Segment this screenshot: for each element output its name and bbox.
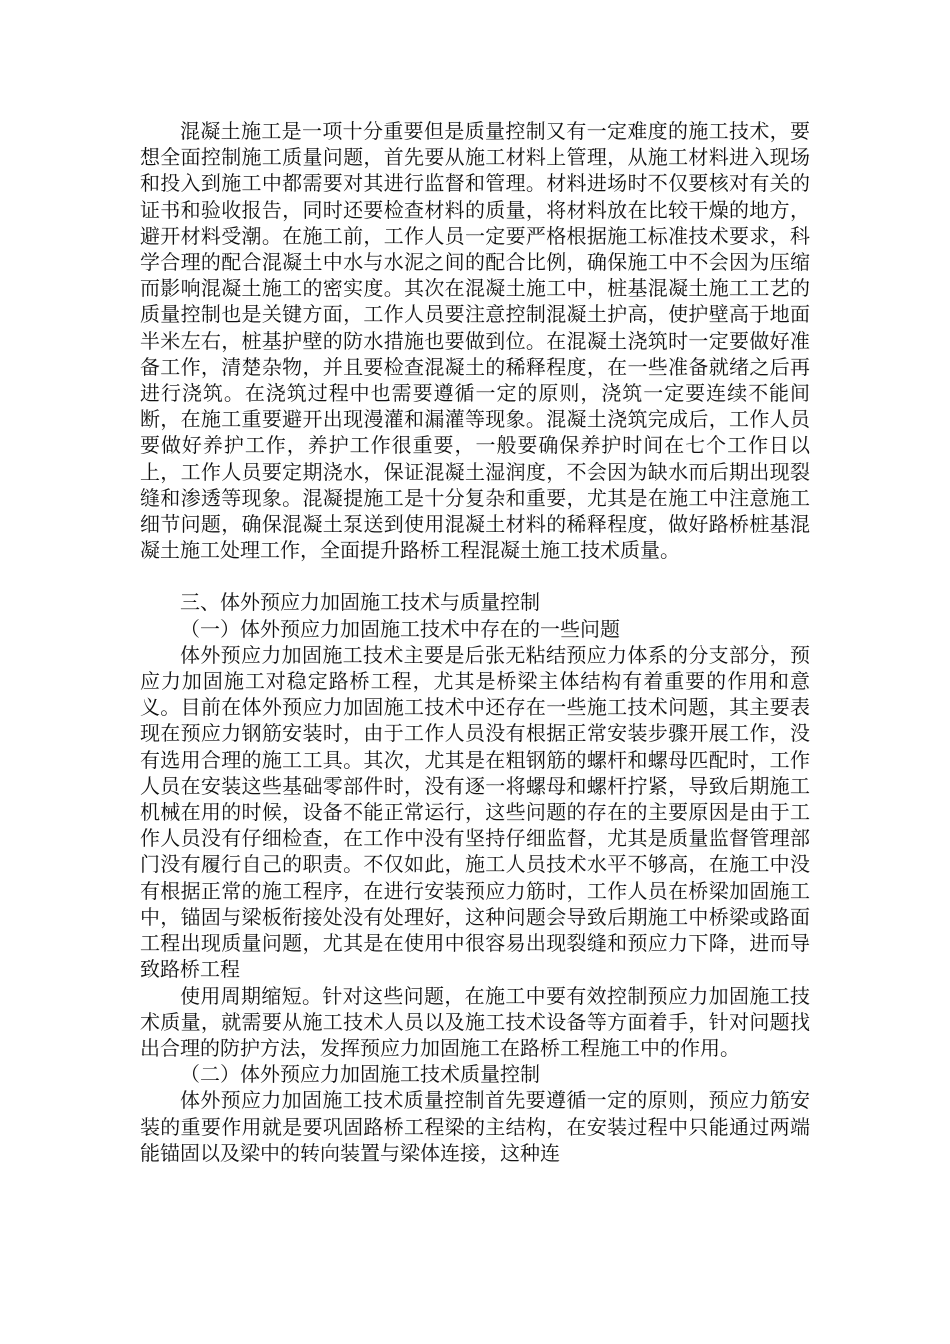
subsection-heading-2: （二）体外预应力加固施工技术质量控制 (180, 1062, 540, 1087)
paragraph-quality-control: 体外预应力加固施工技术质量控制首先要遵循一定的原则，预应力筋安装的重要作用就是要巩固路桥工程梁的主结构，在安装过程中只能通过两端能锚固以及梁中的转向装置与梁体连接，这种连 (140, 1088, 810, 1165)
subsection-heading-1: （一）体外预应力加固施工技术中存在的一些问题 (180, 616, 620, 641)
section-heading-3: 三、体外预应力加固施工技术与质量控制 (180, 590, 540, 615)
paragraph-concrete-quality: 混凝土施工是一项十分重要但是质量控制又有一定难度的施工技术，要想全面控制施工质量问题，首先要从施工材料上管理，从施工材料进入现场和投入到施工中都需要对其进行监督和管理。材料进场时不仅要核对有关的证书和验收报告，同时还要检查材料的质量，将材料放在比较干燥的地方，避开材料受潮。在施工前，工作人员一定要严格根据施工标准技术要求，科学合理的配合混凝土中水与水泥之间的配合比例，确保施工中不会因为压缩而影响混凝土施工的密实度。其次在混凝土施工中，桩基混凝土施工工艺的质量控制也是关键方面，工作人员要注意控制混凝土护高，使护壁高于地面半米左右，桩基护壁的防水措施也要做到位。在混凝土浇筑时一定要做好准备工作，清楚杂物，并且要检查混凝土的稀释程度，在一些准备就绪之后再进行浇筑。在浇筑过程中也需要遵循一定的原则，浇筑一定要连续不能间断，在施工重要避开出现漫灌和漏灌等现象。混凝土浇筑完成后，工作人员要做好养护工作，养护工作很重要，一般要确保养护时间在七个工作日以上，工作人员要定期浇水，保证混凝土湿润度，不会因为缺水而后期出现裂缝和渗透等现象。混凝提施工是十分复杂和重要，尤其是在施工中注意施工细节问题，确保混凝土泵送到使用混凝土材料的稀释程度，做好路桥桩基混凝土施工处理工作，全面提升路桥工程混凝土施工技术质量。 (140, 119, 810, 563)
paragraph-prestress-problems: 体外预应力加固施工技术主要是后张无粘结预应力体系的分支部分，预应力加固施工对稳定路桥工程，尤其是桥梁主体结构有着重要的作用和意义。目前在体外预应力加固施工技术中还存在一些施工技术问题，其主要表现在预应力钢筋安装时，由于工作人员没有根据正常安装步骤开展工作，没有选用合理的施工工具。其次，尤其是在粗钢筋的螺杆和螺母匹配时，工作人员在安装这些基础零部件时，没有逐一将螺母和螺杆拧紧，导致后期施工机械在用的时候，设备不能正常运行，这些问题的存在的主要原因是由于工作人员没有仔细检查，在工作中没有坚持仔细监督，尤其是质量监督管理部门没有履行自己的职责。不仅如此，施工人员技术水平不够高，在施工中没有根据正常的施工程序，在进行安装预应力筋时，工作人员在桥梁加固施工中，锚固与梁板衔接处没有处理好，这种问题会导致后期施工中桥梁或路面工程出现质量问题，尤其是在使用中很容易出现裂缝和预应力下降，进而导致路桥工程 (140, 642, 810, 982)
paragraph-service-life: 使用周期缩短。针对这些问题，在施工中要有效控制预应力加固施工技术质量，就需要从施工技术人员以及施工技术设备等方面着手，针对问题找出合理的防护方法，发挥预应力加固施工在路桥工程施工中的作用。 (140, 983, 810, 1060)
document-body (140, 118, 810, 1166)
